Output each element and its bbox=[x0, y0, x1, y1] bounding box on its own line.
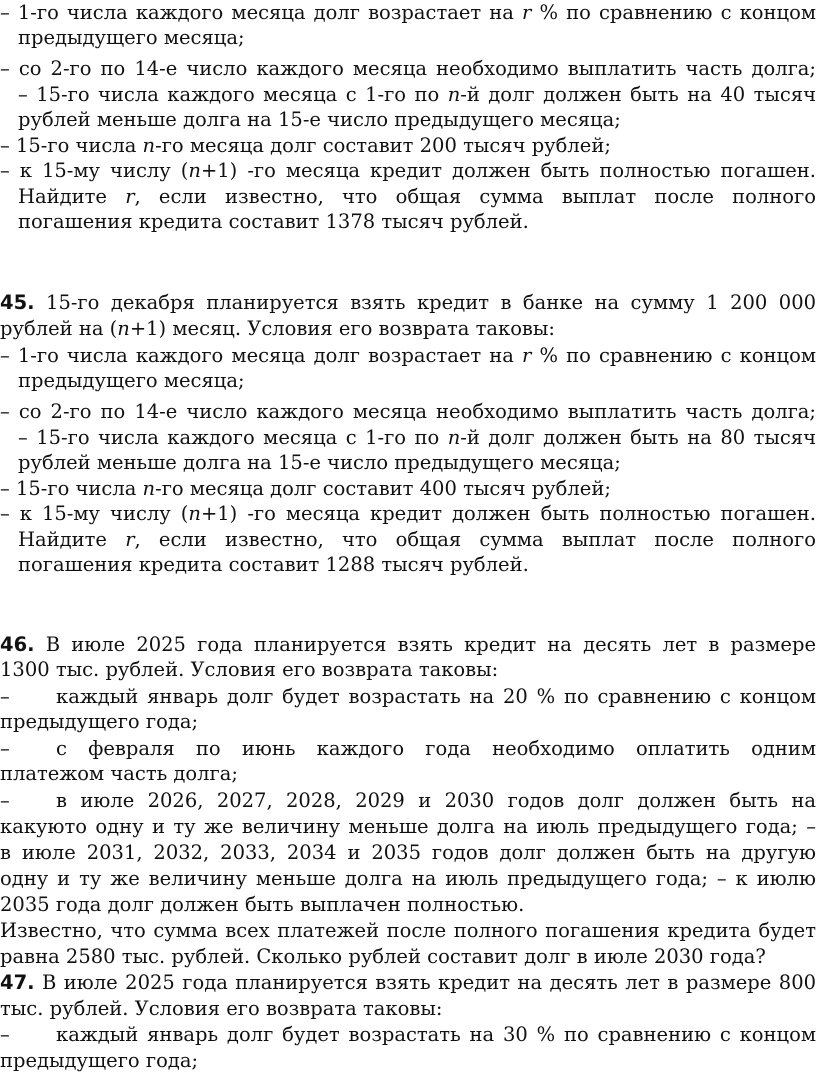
text-line: – 15-го числа каждого месяца с 1-го по n-й долг должен быть на 40 тысяч bbox=[18, 83, 816, 106]
text-line: предыдущего года; bbox=[0, 710, 199, 733]
text-line: – каждый январь долг будет возрастать на 20 % по сравнению с концом bbox=[0, 685, 816, 708]
text-line: рублей меньше долга на 15-е число предыдущего месяца; bbox=[18, 451, 621, 474]
text-line: Известно, что сумма всех платежей после полного погашения кредита будет bbox=[0, 919, 816, 942]
problem-47-line: 47. В июле 2025 года планируется взять кредит на десять лет в размере 800 bbox=[0, 971, 816, 994]
text-line: погашения кредита составит 1288 тысяч рублей. bbox=[18, 553, 529, 576]
problem-45-line: 45. 15-го декабря планируется взять кредит в банке на сумму 1 200 000 bbox=[0, 291, 816, 314]
text-line: – 15-го числа каждого месяца с 1-го по n-й долг должен быть на 80 тысяч bbox=[18, 426, 816, 449]
problem-number: 47. bbox=[0, 971, 35, 994]
text-line: – с февраля по июнь каждого года необходимо оплатить одним bbox=[0, 737, 816, 760]
text-line: – 15-го числа n-го месяца долг составит 400 тысяч рублей; bbox=[0, 477, 611, 500]
text-line: предыдущего месяца; bbox=[18, 369, 245, 392]
text-line: равна 2580 тыс. рублей. Сколько рублей составит долг в июле 2030 года? bbox=[0, 945, 766, 968]
text-line: рублей на (n+1) месяц. Условия его возврата таковы: bbox=[0, 317, 556, 340]
text-line: в июле 2031, 2032, 2033, 2034 и 2035 годов долг должен быть на другую bbox=[0, 841, 816, 864]
text-line: погашения кредита составит 1378 тысяч рублей. bbox=[18, 210, 529, 233]
problem-46-line: 46. В июле 2025 года планируется взять кредит на десять лет в размере bbox=[0, 633, 816, 656]
text-line: – к 15-му числу (n+1) -го месяца кредит должен быть полностью погашен. bbox=[0, 159, 816, 182]
text-line: – к 15-му числу (n+1) -го месяца кредит должен быть полностью погашен. bbox=[0, 502, 816, 525]
text-line: 1300 тыс. рублей. Условия его возврата таковы: bbox=[0, 658, 499, 681]
text-line: Найдите r, если известно, что общая сумма выплат после полного bbox=[18, 185, 816, 208]
text-line: – 1-го числа каждого месяца долг возрастает на r % по сравнению с концом bbox=[0, 344, 816, 367]
text-line: 2035 года долг должен быть выплачен полностью. bbox=[0, 893, 525, 916]
text-line: тыс. рублей. Условия его возврата таковы: bbox=[0, 997, 443, 1020]
text-line: предыдущего года; bbox=[0, 1049, 199, 1072]
text-line: – каждый январь долг будет возрастать на 30 % по сравнению с концом bbox=[0, 1023, 816, 1046]
text-line: предыдущего месяца; bbox=[18, 26, 245, 49]
text-line: – 15-го числа n-го месяца долг составит 200 тысяч рублей; bbox=[0, 134, 611, 157]
text-line: – 1-го числа каждого месяца долг возрастает на r % по сравнению с концом bbox=[0, 1, 816, 24]
text-line: какуюто одну и ту же величину меньше долга на июль предыдущего года; – bbox=[0, 815, 816, 838]
text-line: – со 2-го по 14-е число каждого месяца необходимо выплатить часть долга; bbox=[0, 57, 816, 80]
text-line: – в июле 2026, 2027, 2028, 2029 и 2030 годов долг должен быть на bbox=[0, 789, 816, 812]
text-line: – со 2-го по 14-е число каждого месяца необходимо выплатить часть долга; bbox=[0, 400, 816, 423]
text-line: платежом часть долга; bbox=[0, 762, 238, 785]
text-line: рублей меньше долга на 15-е число предыдущего месяца; bbox=[18, 108, 621, 131]
problem-number: 46. bbox=[0, 633, 35, 656]
text-line: Найдите r, если известно, что общая сумма выплат после полного bbox=[18, 528, 816, 551]
problem-number: 45. bbox=[0, 291, 35, 314]
text-line: одну и ту же величину меньше долга на июль предыдущего года; – к июлю bbox=[0, 867, 816, 890]
